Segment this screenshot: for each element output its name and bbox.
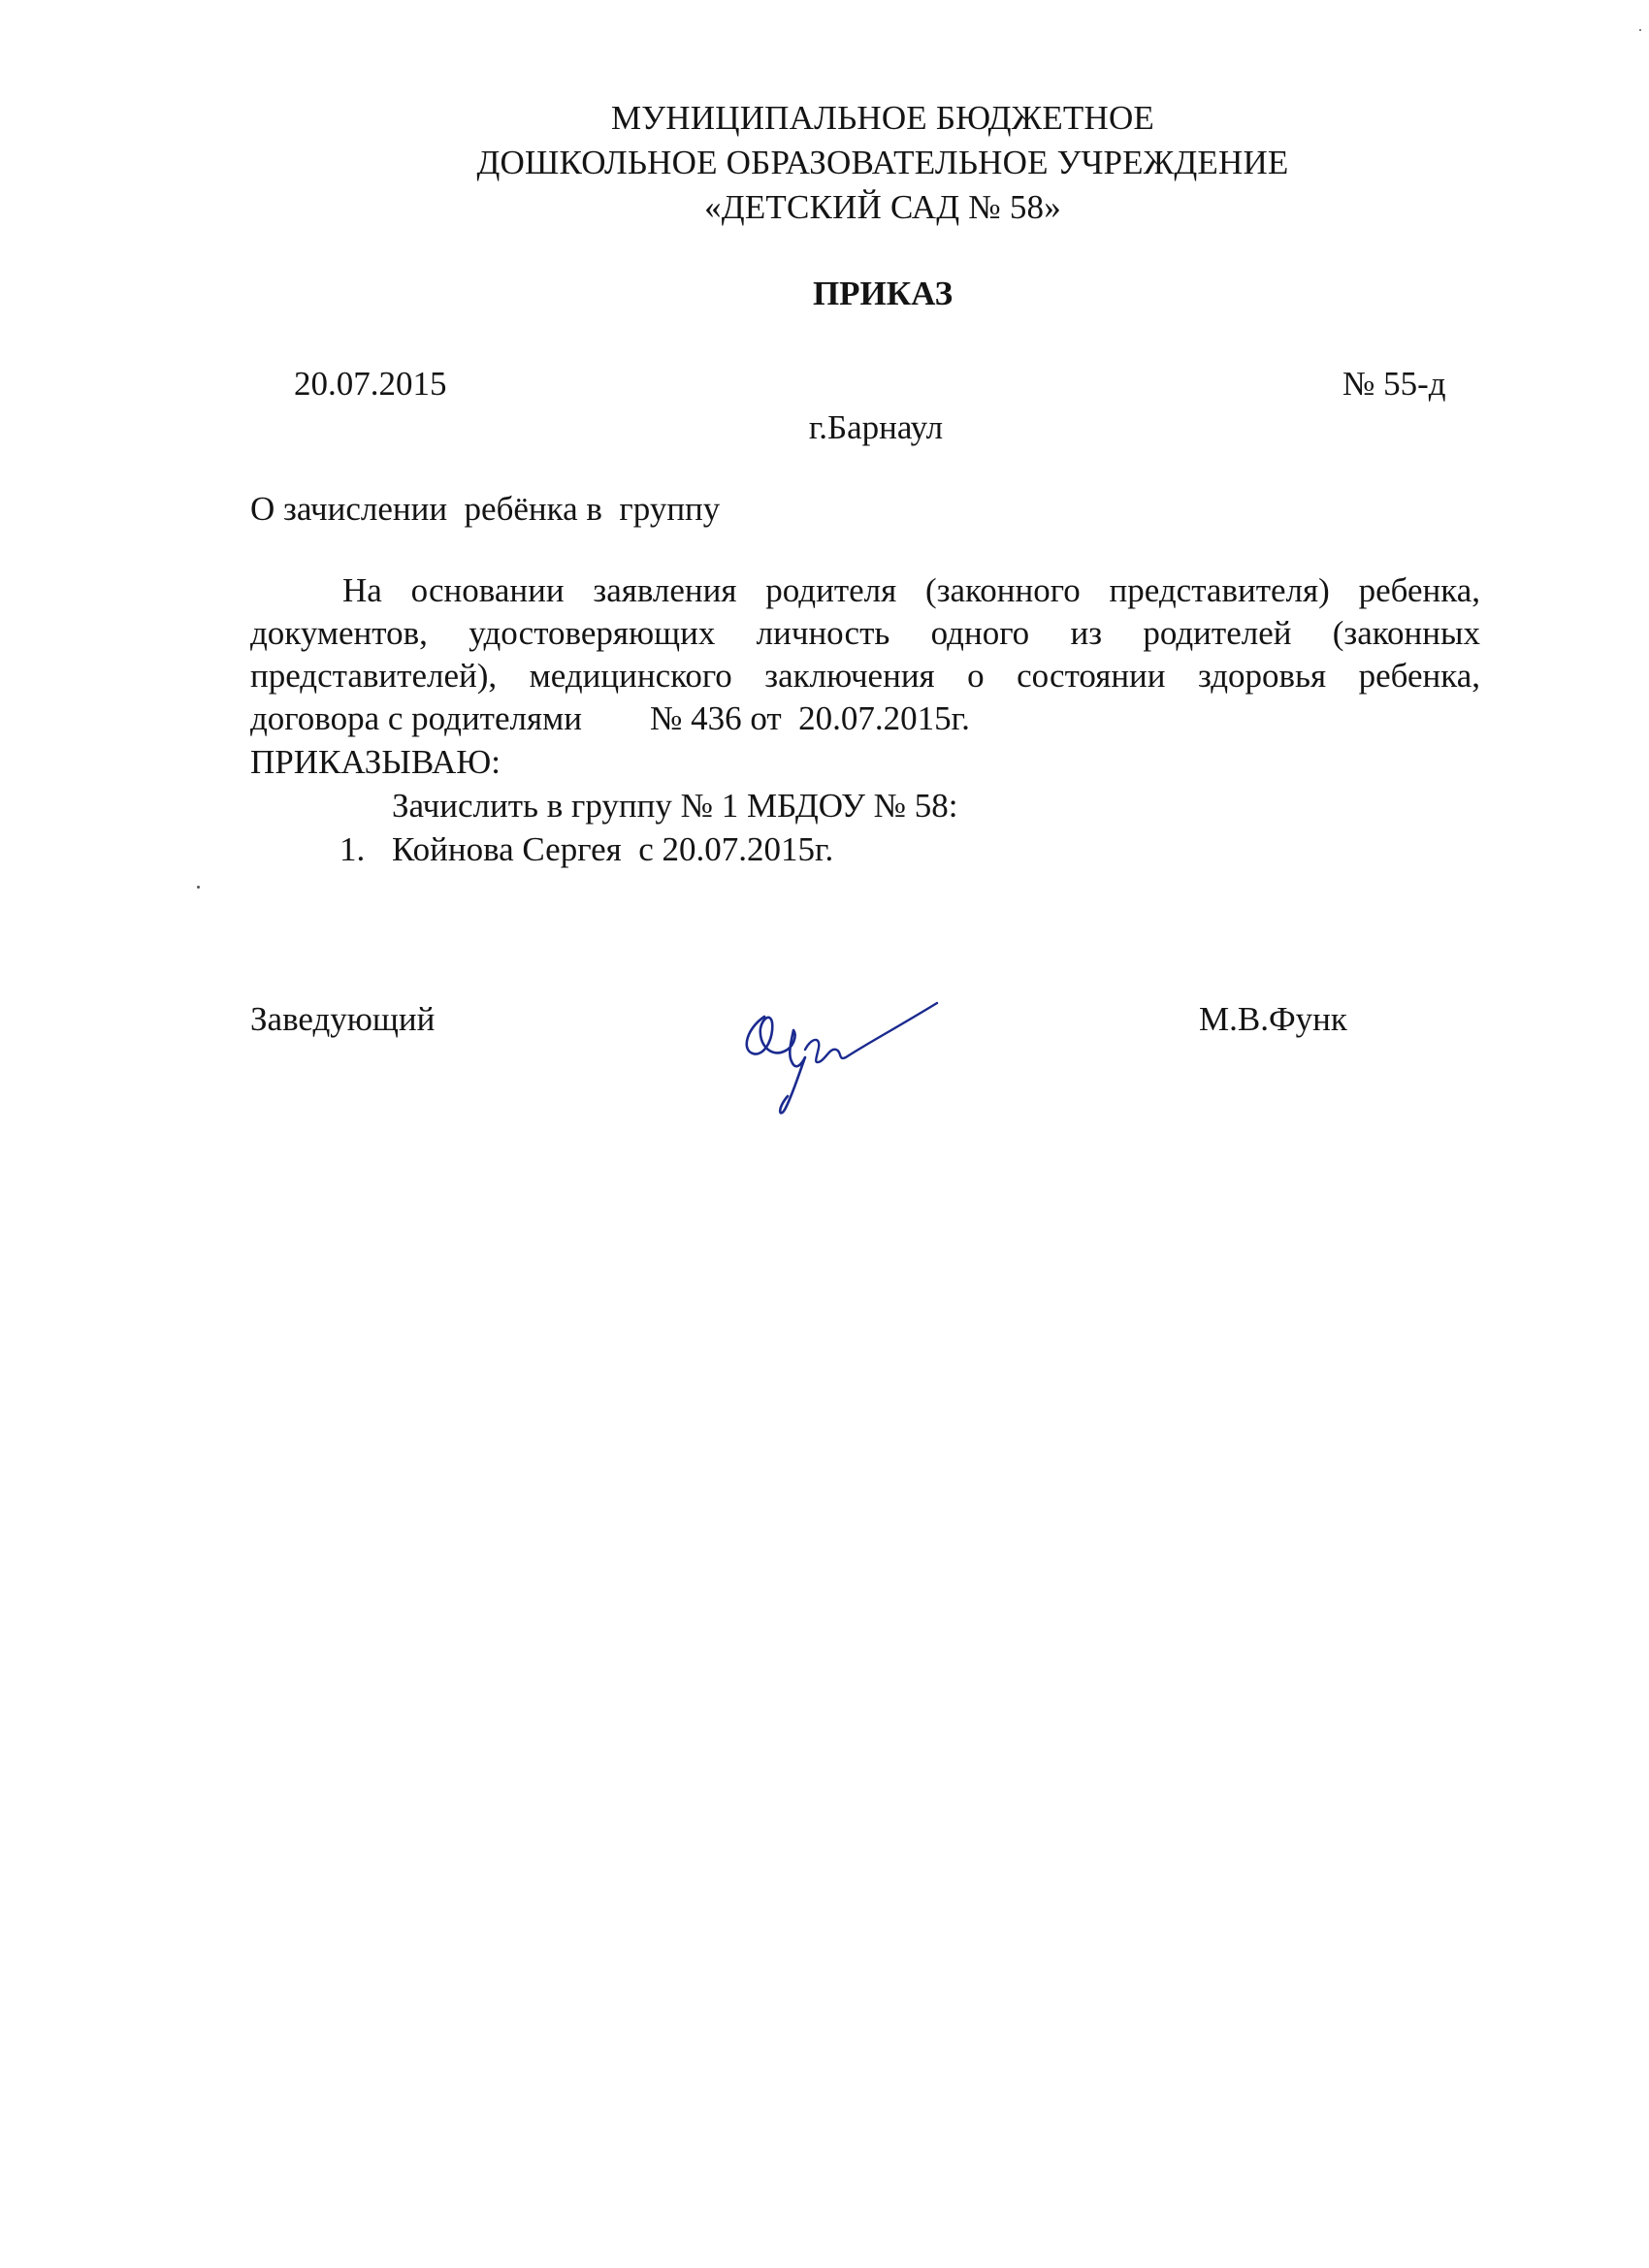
header-line-1: МУНИЦИПАЛЬНОЕ БЮДЖЕТНОЕ [610,99,1155,137]
document-date: 20.07.2015 [294,365,447,403]
header-line-2: ДОШКОЛЬНОЕ ОБРАЗОВАТЕЛЬНОЕ УЧРЕЖДЕНИЕ [476,144,1289,181]
document-body [250,569,1480,740]
signer-position: Заведующий [250,1000,436,1038]
signature-stroke-1 [747,1017,805,1113]
order-directive: ПРИКАЗЫВАЮ: [250,743,501,781]
document-city: г.Барнаул [808,408,944,446]
document-subject: О зачислении ребёнка в группу [250,490,721,528]
signer-name: М.В.Функ [1199,1000,1347,1038]
scan-speck [197,886,200,889]
handwritten-signature [737,989,951,1125]
list-item-number: 1. [340,830,366,868]
list-item [340,827,833,872]
organization-header [0,96,1649,230]
body-line-3: представителей), медицинского заключения о состоянии здоровья ребенка, [250,657,1480,695]
body-line-4: договора с родителями № 436 от 20.07.2015г. [250,699,970,737]
body-line-2: документов, удостоверяющих личность одного из родителей (законных [250,614,1480,652]
scan-speck [1639,29,1641,31]
document-title: ПРИКАЗ [812,275,954,312]
body-line-1: На основании заявления родителя (законного представителя) ребенка, [342,571,1480,609]
document-number: № 55-д [1342,365,1446,403]
signature-stroke-2 [805,1003,937,1062]
header-line-3: «ДЕТСКИЙ САД № 58» [704,188,1061,226]
enroll-instruction: Зачислить в группу № 1 МБДОУ № 58: [392,787,958,825]
list-item-text: Койнова Сергея с 20.07.2015г. [392,830,834,868]
enrollment-list [340,827,833,872]
